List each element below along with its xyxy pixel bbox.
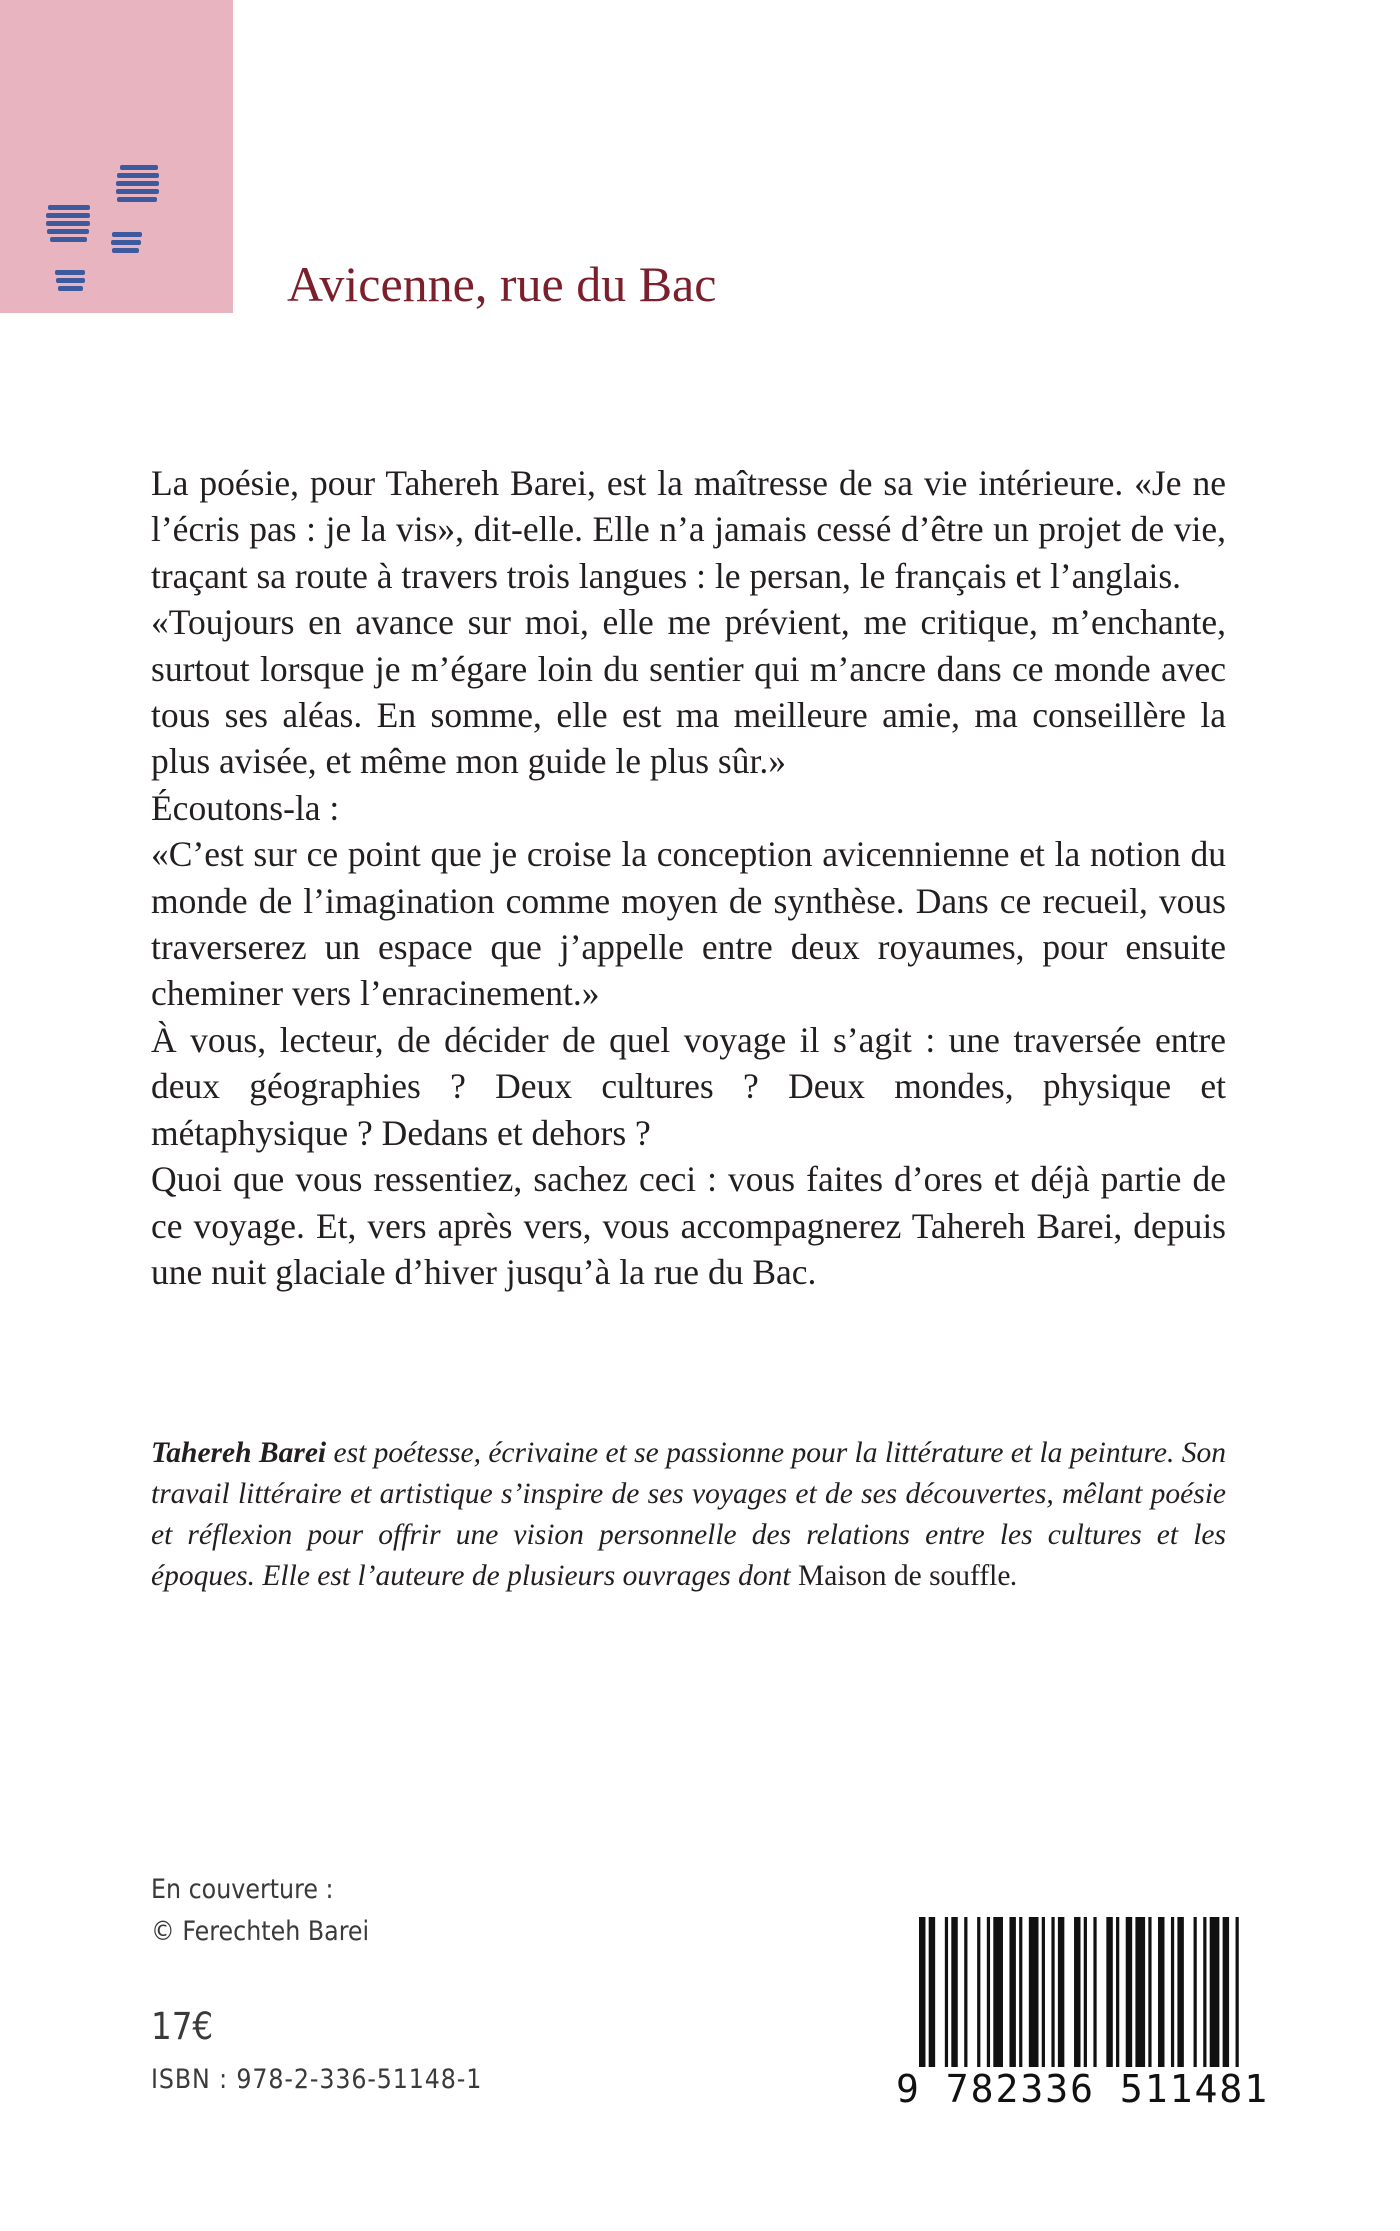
barcode-bar	[1210, 1917, 1220, 2067]
isbn: ISBN : 978-2-336-51148-1	[151, 2064, 483, 2095]
barcode-bar	[1126, 1917, 1132, 2067]
barcode-bar	[1148, 1917, 1151, 2067]
blurb-paragraph: Écoutons-la :	[151, 787, 340, 828]
barcode-bar	[1093, 1917, 1096, 2067]
bio-end: .	[1010, 1560, 1018, 1592]
author-bio	[151, 1433, 1226, 1597]
barcode-bar	[1051, 1917, 1054, 2067]
footprints-icon	[0, 0, 233, 313]
barcode-digits: 9 782336 511481	[896, 2067, 1270, 2111]
cover-credits	[151, 1869, 369, 1953]
barcode-bar	[919, 1917, 925, 2067]
blurb-paragraph: À vous, lecteur, de décider de quel voyage il s’agit : une traversée entre deux géographies ? Deux cultures ? Deux mondes, physique et métaphysique ? Dedans et dehors ?	[151, 1019, 1226, 1153]
barcode-bar	[1074, 1917, 1080, 2067]
barcode-bar	[1158, 1917, 1164, 2067]
barcode-bar	[987, 1917, 990, 2067]
book-title: Avicenne, rue du Bac	[287, 256, 717, 312]
bio-text: est poétesse, écrivaine et se passionne pour la littérature et la peinture. Son travail littéraire et artistique s’inspire de ses voyages et de ses découvertes, mêlant poésie et réflexion pour offrir une vision personnelle des relations entre les cultures et les époques. Elle est l’auteure de plusieurs ouvrages dont	[151, 1437, 1226, 1592]
price: 17€	[151, 2005, 214, 2048]
barcode-bar	[1019, 1917, 1022, 2067]
barcode-bar	[1171, 1917, 1174, 2067]
blurb-paragraph: Quoi que vous ressentiez, sachez ceci : vous faites d’ores et déjà partie de ce voyage. Et, vers après vers, vous accompagnerez Tahereh Barei, depuis une nuit glaciale d’hiver jusqu’à la rue du Bac.	[151, 1159, 1226, 1292]
barcode-bar	[1194, 1917, 1197, 2067]
barcode	[896, 1917, 1270, 2117]
barcode-bar	[1029, 1917, 1039, 2067]
bio-work-title: Maison de souffle	[797, 1560, 1011, 1592]
barcode-icon	[919, 1917, 1242, 2067]
credits-artist: © Ferechteh Barei	[151, 1916, 370, 1947]
barcode-bar	[964, 1917, 967, 2067]
barcode-bar	[1058, 1917, 1064, 2067]
barcode-bar	[1223, 1917, 1229, 2067]
barcode-bar	[993, 1917, 1003, 2067]
barcode-bar	[945, 1917, 948, 2067]
barcode-bar	[929, 1917, 935, 2067]
barcode-bar	[1177, 1917, 1183, 2067]
barcode-bar	[1084, 1917, 1087, 2067]
barcode-bar	[951, 1917, 957, 2067]
blurb-paragraph: La poésie, pour Tahereh Barei, est la maîtresse de sa vie intérieure. «Je ne l’écris pas : je la vis», dit-elle. Elle n’a jamais cessé d’être un projet de vie, traçant sa route à travers trois langues : le persan, le français et l’anglais.	[151, 463, 1226, 596]
credits-label: En couverture :	[151, 1874, 334, 1905]
author-name: Tahereh Barei	[151, 1437, 327, 1469]
blurb-paragraph: «Toujours en avance sur moi, elle me prévient, me critique, m’enchante, surtout lorsque je m’égare loin du sentier qui m’ancre dans ce monde avec tous ses aléas. En somme, elle est ma meilleure amie, ma conseillère la plus avisée, et même mon guide le plus sûr.»	[151, 602, 1226, 782]
barcode-bar	[1042, 1917, 1045, 2067]
barcode-bar	[1236, 1917, 1239, 2067]
blurb-paragraph: «C’est sur ce point que je croise la conception avicennienne et la notion du monde de l’imagination comme moyen de synthèse. Dans ce recueil, vous traverserez un espace que j’appelle entre deux royaumes, pour ensuite cheminer vers l’enracinement.»	[151, 834, 1226, 1014]
back-cover-blurb	[151, 460, 1226, 1295]
barcode-bar	[1106, 1917, 1112, 2067]
barcode-bar	[1116, 1917, 1119, 2067]
barcode-bar	[1203, 1917, 1206, 2067]
barcode-bar	[977, 1917, 980, 2067]
barcode-bar	[1009, 1917, 1015, 2067]
barcode-bar	[1135, 1917, 1145, 2067]
